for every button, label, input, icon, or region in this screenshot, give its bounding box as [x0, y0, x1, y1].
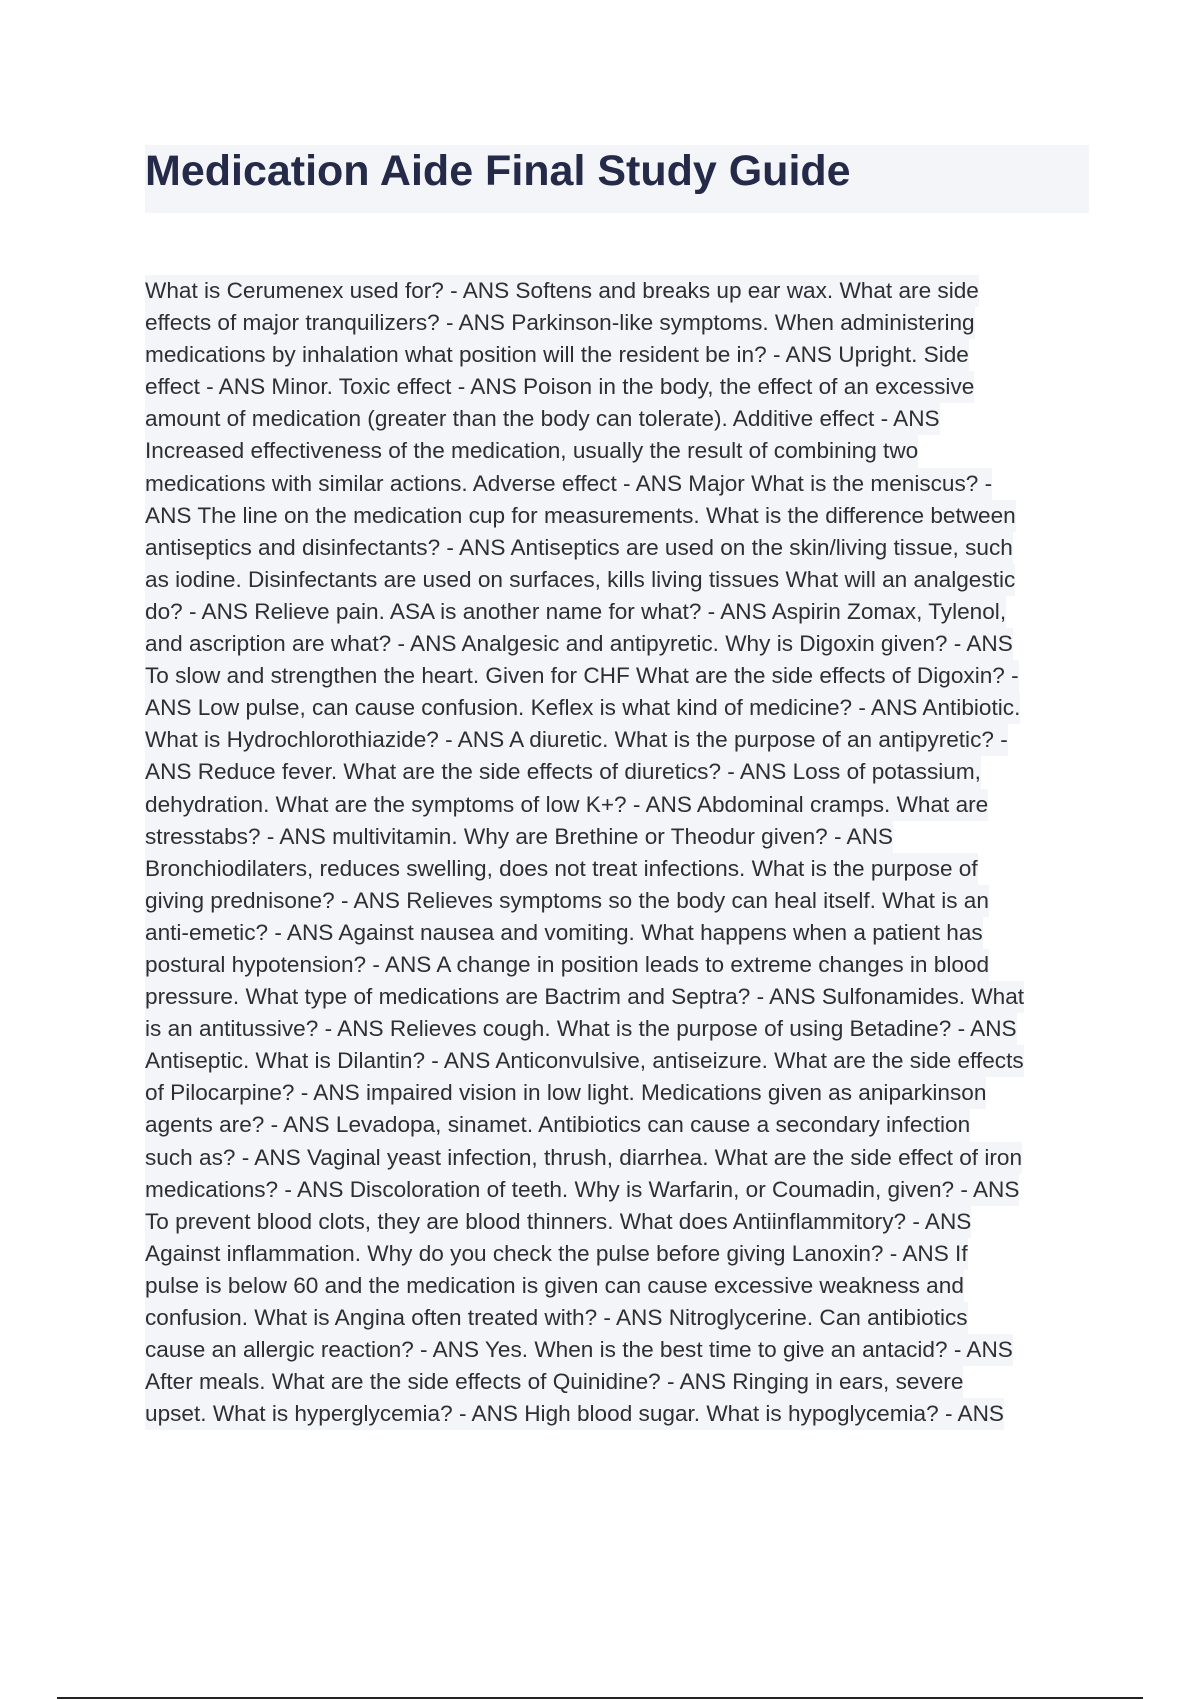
body-text-line: pulse is below 60 and the medication is given can cause excessive weakness and: [145, 1270, 964, 1302]
body-text-line: What is Hydrochlorothiazide? - ANS A diuretic. What is the purpose of an antipyretic? -: [145, 724, 1008, 756]
body-text-line: giving prednisone? - ANS Relieves symptoms so the body can heal itself. What is an: [145, 885, 989, 917]
body-text-line: cause an allergic reaction? - ANS Yes. When is the best time to give an antacid? - ANS: [145, 1334, 1013, 1366]
body-text-line: medications by inhalation what position will the resident be in? - ANS Upright. Side: [145, 339, 969, 371]
body-text-line: medications with similar actions. Adverse effect - ANS Major What is the meniscus? -: [145, 468, 992, 500]
body-text-line: postural hypotension? - ANS A change in position leads to extreme changes in blood: [145, 949, 989, 981]
body-text-line: dehydration. What are the symptoms of low K+? - ANS Abdominal cramps. What are: [145, 789, 988, 821]
page-bottom-rule: [57, 1697, 1143, 1699]
body-text-line: Increased effectiveness of the medication, usually the result of combining two: [145, 435, 918, 467]
body-text-line: Bronchiodilaters, reduces swelling, does not treat infections. What is the purpose of: [145, 853, 978, 885]
body-text-line: and ascription are what? - ANS Analgesic and antipyretic. Why is Digoxin given? - ANS: [145, 628, 1013, 660]
document-body: [145, 275, 1089, 1430]
body-text-line: upset. What is hyperglycemia? - ANS High blood sugar. What is hypoglycemia? - ANS: [145, 1398, 1004, 1430]
body-text-line: is an antitussive? - ANS Relieves cough. What is the purpose of using Betadine? - ANS: [145, 1013, 1017, 1045]
document-title: Medication Aide Final Study Guide: [145, 147, 851, 195]
body-text-line: antiseptics and disinfectants? - ANS Antiseptics are used on the skin/living tissue, such: [145, 532, 1013, 564]
body-text-line: do? - ANS Relieve pain. ASA is another name for what? - ANS Aspirin Zomax, Tylenol,: [145, 596, 1006, 628]
body-text-line: anti-emetic? - ANS Against nausea and vomiting. What happens when a patient has: [145, 917, 983, 949]
body-text-line: After meals. What are the side effects of Quinidine? - ANS Ringing in ears, severe: [145, 1366, 963, 1398]
body-text-line: What is Cerumenex used for? - ANS Softens and breaks up ear wax. What are side: [145, 275, 979, 307]
body-text-line: Antiseptic. What is Dilantin? - ANS Anticonvulsive, antiseizure. What are the side effects: [145, 1045, 1024, 1077]
body-text-line: stresstabs? - ANS multivitamin. Why are Brethine or Theodur given? - ANS: [145, 821, 893, 853]
body-text-line: agents are? - ANS Levadopa, sinamet. Antibiotics can cause a secondary infection: [145, 1109, 970, 1141]
body-text-line: medications? - ANS Discoloration of teeth. Why is Warfarin, or Coumadin, given? - ANS: [145, 1174, 1019, 1206]
body-text-line: ANS The line on the medication cup for measurements. What is the difference between: [145, 500, 1016, 532]
body-text-line: as iodine. Disinfectants are used on surfaces, kills living tissues What will an analgestic: [145, 564, 1015, 596]
body-text-line: effects of major tranquilizers? - ANS Parkinson-like symptoms. When administering: [145, 307, 975, 339]
body-text-line: To prevent blood clots, they are blood thinners. What does Antiinflammitory? - ANS: [145, 1206, 971, 1238]
body-text-line: Against inflammation. Why do you check the pulse before giving Lanoxin? - ANS If: [145, 1238, 968, 1270]
body-text-line: ANS Low pulse, can cause confusion. Keflex is what kind of medicine? - ANS Antibiotic.: [145, 692, 1020, 724]
body-text-line: pressure. What type of medications are Bactrim and Septra? - ANS Sulfonamides. What: [145, 981, 1024, 1013]
body-text-line: of Pilocarpine? - ANS impaired vision in low light. Medications given as aniparkinson: [145, 1077, 986, 1109]
body-text-line: confusion. What is Angina often treated with? - ANS Nitroglycerine. Can antibiotics: [145, 1302, 968, 1334]
body-text-line: ANS Reduce fever. What are the side effects of diuretics? - ANS Loss of potassium,: [145, 756, 981, 788]
body-text-line: amount of medication (greater than the body can tolerate). Additive effect - ANS: [145, 403, 940, 435]
body-text-line: effect - ANS Minor. Toxic effect - ANS Poison in the body, the effect of an excessive: [145, 371, 974, 403]
body-text-line: such as? - ANS Vaginal yeast infection, thrush, diarrhea. What are the side effect of iron: [145, 1142, 1022, 1174]
body-text-line: To slow and strengthen the heart. Given for CHF What are the side effects of Digoxin? -: [145, 660, 1019, 692]
